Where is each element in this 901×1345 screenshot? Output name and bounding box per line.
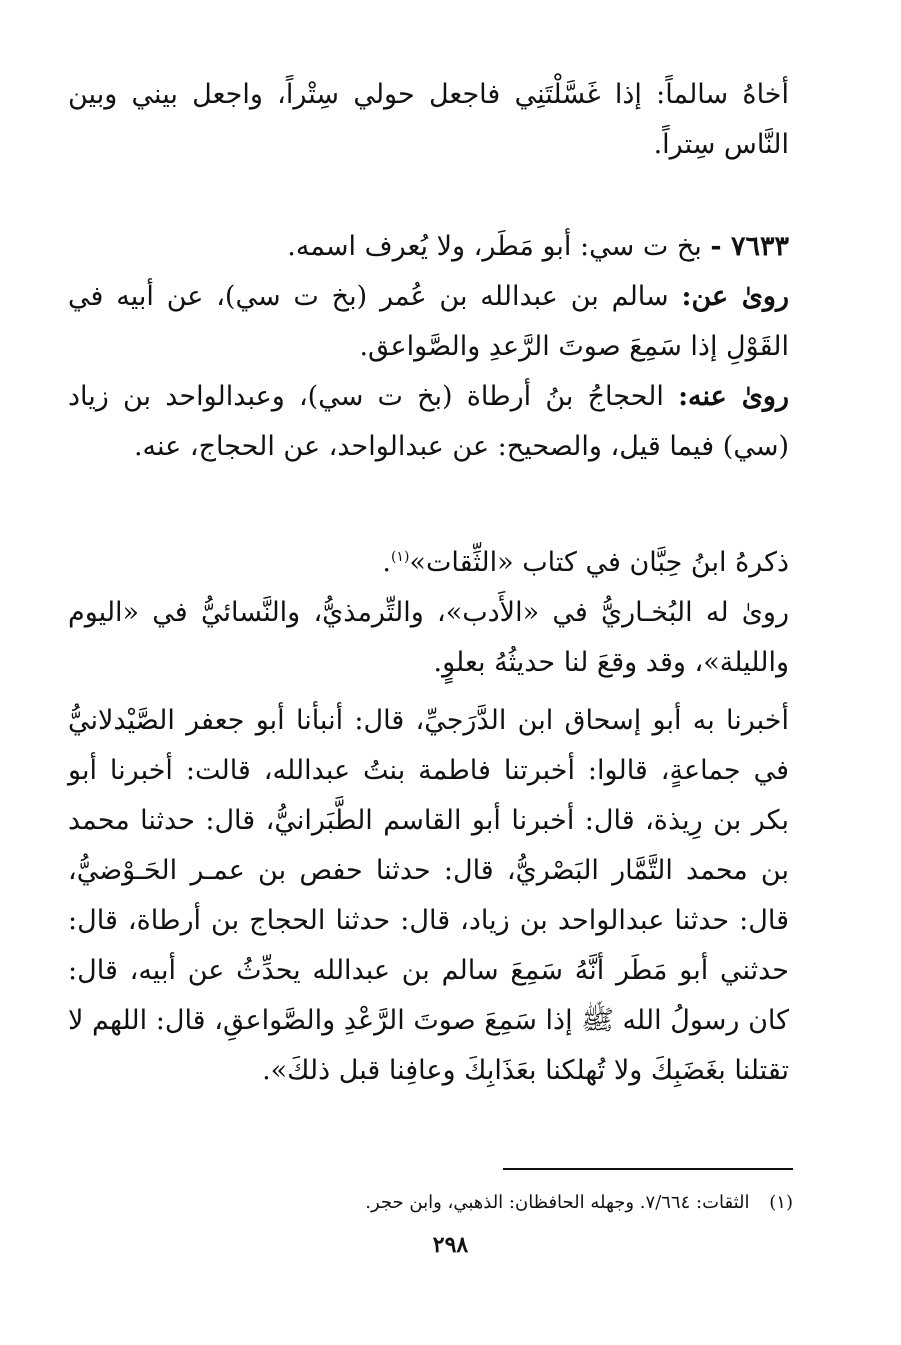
- entry-heading: [68, 222, 789, 272]
- paragraph-text: أخاهُ سالماً: إذا غَسَّلْتَنِي فاجعل حولي سِتْراً، واجعل بيني وبين النَّاس سِتراً.: [68, 79, 789, 160]
- narrated-from-label: روىٰ عن:: [681, 281, 789, 312]
- footnote-reference[interactable]: (١): [390, 549, 410, 565]
- thiqat-text: ذكرهُ ابنُ حِبَّان في كتاب «الثِّقات»: [409, 547, 789, 578]
- footnote-text: الثقات: ٧/٦٦٤. وجهله الحافظان: الذهبي، وابن حجر.: [365, 1192, 750, 1213]
- narration-sources: روىٰ له البُخـاريُّ في «الأَدب»، والتِّرمذيُّ، والنَّسائيُّ في «اليوم والليلة»، وقد وقعَ لنا حديثُهُ بعلوٍ.: [68, 597, 789, 678]
- narrated-from-text: سالم بن عبدالله بن عُمر (بخ ت سي)، عن أبيه في القَوْلِ إذا سَمِعَ صوتَ الرَّعدِ والصَّواعق.: [68, 281, 789, 362]
- entry-7633: [68, 222, 789, 472]
- page-number: ٢٩٨: [432, 1232, 469, 1258]
- footnote-number: (١): [769, 1192, 793, 1213]
- narrated-by-label: روىٰ عنه:: [678, 381, 789, 412]
- entry-sources: [68, 532, 789, 688]
- footnote-divider: [503, 1168, 793, 1170]
- narrated-by-text: الحجاجُ بنُ أرطاة (بخ ت سي)، وعبدالواحد بن زياد (سي) فيما قيل، والصحيح: عن عبدالواحد، عن الحجاج، عنه.: [68, 381, 789, 462]
- thiqat-mention: [68, 532, 789, 588]
- isnad-paragraph: [68, 696, 789, 1096]
- narrated-by: [68, 372, 789, 472]
- isnad-text: أخبرنا به أبو إسحاق ابن الدَّرَجيِّ، قال: أنبأنا أبو جعفر الصَّيْدلانيُّ في جماعةٍ، قالوا: أخبرتنا فاطمة بنتُ عبدالله، قالت: أخبرنا أبو بكر بن رِيذة، قال: أخبرنا أبو القاسم الطَّبَرانيُّ، قال: حدثنا محمد بن محمد التَّمَّار البَصْريُّ، قال: حدثنا حفص بن عمـر الحَـوْضيُّ، قال: حدثنا عبدالواحد بن زياد، قال: حدثنا الحجاج بن أرطاة، قال: حدثني أبو مَطَر أنَّهُ سَمِعَ سالم بن عبدالله يحدِّثُ عن أبيه، قال: كان رسولُ الله ﷺ إذا سَمِعَ صوتَ الرَّعْدِ والصَّواعقِ، قال: اللهم لا تقتلنا بغَضَبِكَ ولا تُهلكنا بعَذَابِكَ وعافِنا قبل ذلكَ».: [68, 705, 789, 1086]
- entry-number: ٧٦٣٣ -: [710, 231, 789, 262]
- paragraph-continuation: [68, 70, 789, 170]
- entry-title: بخ ت سي: أبو مَطَر، ولا يُعرف اسمه.: [287, 231, 702, 262]
- footnote: [90, 1188, 793, 1218]
- narrated-from: [68, 272, 789, 372]
- thiqat-end: .: [382, 547, 391, 578]
